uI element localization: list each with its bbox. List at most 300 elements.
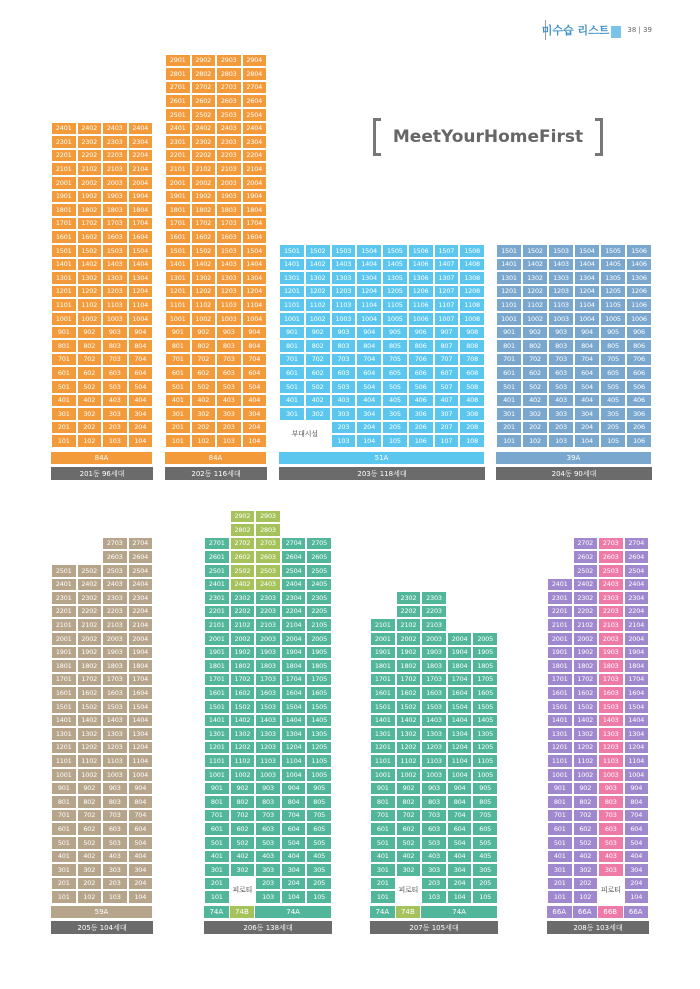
unit-cell: 804: [624, 795, 650, 809]
unit-cell: 1303: [216, 271, 242, 285]
unit-cell: 1704: [447, 673, 473, 687]
unit-cell: 303: [331, 407, 357, 421]
unit-cell: 803: [331, 339, 357, 353]
unit-cell: 503: [548, 380, 574, 394]
unit-cell: 706: [626, 353, 652, 367]
unit-cell: 1801: [547, 659, 573, 673]
unit-cell: 2204: [128, 149, 154, 163]
unit-cell: 403: [598, 850, 624, 864]
page-header: [542, 22, 652, 38]
unit-cell: 701: [51, 809, 77, 823]
unit-cell: 603: [548, 366, 574, 380]
unit-cell: 2401: [547, 578, 573, 592]
unit-cell: 1602: [191, 230, 217, 244]
unit-cell: 2005: [306, 632, 332, 646]
building-label: 201동 96세대: [51, 467, 153, 480]
unit-cell: 2501: [165, 108, 191, 122]
unit-cell: 2302: [230, 591, 256, 605]
unit-cell: 1902: [191, 190, 217, 204]
unit-cell: 404: [242, 394, 268, 408]
unit-cell: 2004: [242, 176, 268, 190]
unit-cell: 701: [279, 353, 305, 367]
unit-cell: 804: [356, 339, 382, 353]
unit-cell: 604: [281, 822, 307, 836]
unit-cell: 601: [51, 822, 77, 836]
unit-cell: 1003: [216, 312, 242, 326]
unit-cell: 2302: [77, 135, 103, 149]
unit-cell: 2902: [230, 510, 256, 524]
unit-cell: 302: [573, 863, 599, 877]
unit-cell: 602: [522, 366, 548, 380]
unit-cell: 1103: [102, 298, 128, 312]
unit-cell: 202: [77, 877, 103, 891]
unit-cell: 401: [51, 394, 77, 408]
unit-cell: 803: [102, 339, 128, 353]
unit-cell: 1304: [624, 727, 650, 741]
unit-cell: 1503: [548, 244, 574, 258]
unit-cell: 1404: [447, 714, 473, 728]
unit-cell: 2502: [77, 564, 103, 578]
unit-cell: 1505: [306, 700, 332, 714]
unit-cell: 403: [102, 850, 128, 864]
unit-cell: 402: [522, 394, 548, 408]
unit-cell: 1904: [242, 190, 268, 204]
unit-cell: 101: [496, 434, 522, 448]
unit-cell: 201: [496, 421, 522, 435]
unit-cell: 2101: [547, 618, 573, 632]
unit-cell: 2001: [547, 632, 573, 646]
unit-cell: 2002: [396, 632, 422, 646]
unit-cell: 2403: [598, 578, 624, 592]
unit-cell: 602: [396, 822, 422, 836]
unit-cell: 701: [51, 353, 77, 367]
unit-cell: 304: [128, 863, 154, 877]
unit-cell: 1903: [421, 646, 447, 660]
unit-cell: 807: [434, 339, 460, 353]
unit-cell: 405: [600, 394, 626, 408]
unit-cell: 1301: [51, 271, 77, 285]
unit-cell: 705: [382, 353, 408, 367]
unit-cell: 2303: [216, 135, 242, 149]
unit-cell: 602: [77, 366, 103, 380]
unit-cell: 1502: [305, 244, 331, 258]
unit-cell: 1304: [128, 727, 154, 741]
unit-cell: 1704: [128, 673, 154, 687]
unit-cell: 902: [522, 326, 548, 340]
unit-cell: 301: [496, 407, 522, 421]
unit-cell: 1407: [434, 258, 460, 272]
unit-cell: 206: [408, 421, 434, 435]
unit-cell: 1504: [128, 700, 154, 714]
unit-cell: 404: [447, 850, 473, 864]
unit-cell: 1503: [216, 244, 242, 258]
unit-cell: 1502: [191, 244, 217, 258]
unit-cell: 405: [472, 850, 498, 864]
unit-cell: 1205: [472, 741, 498, 755]
unit-cell: 403: [255, 850, 281, 864]
unit-cell: 1002: [77, 768, 103, 782]
unit-cell: 1503: [331, 244, 357, 258]
unit-cell: 702: [230, 809, 256, 823]
unit-cell: 505: [472, 836, 498, 850]
unit-cell: 906: [626, 326, 652, 340]
unit-cell: 603: [216, 366, 242, 380]
unit-cell: 901: [547, 782, 573, 796]
unit-cell: 1402: [77, 714, 103, 728]
unit-cell: 1704: [624, 673, 650, 687]
unit-cell: 504: [574, 380, 600, 394]
unit-cell: 1502: [77, 244, 103, 258]
unit-cell: 501: [496, 380, 522, 394]
unit-cell: 1002: [522, 312, 548, 326]
unit-cell: 1205: [306, 741, 332, 755]
unit-cell: 2402: [77, 122, 103, 136]
unit-cell: 1505: [472, 700, 498, 714]
unit-cell: 404: [281, 850, 307, 864]
unit-cell: 304: [574, 407, 600, 421]
unit-cell: 1404: [128, 714, 154, 728]
unit-cell: 1104: [128, 754, 154, 768]
unit-cell: 1204: [356, 285, 382, 299]
unit-cell: 201: [165, 421, 191, 435]
unit-cell: 1104: [356, 298, 382, 312]
unit-cell: 2402: [230, 578, 256, 592]
unit-cell: 1101: [165, 298, 191, 312]
unit-cell: 1601: [51, 230, 77, 244]
unit-cell: 1001: [165, 312, 191, 326]
unit-cell: 1001: [204, 768, 230, 782]
unit-cell: 1204: [281, 741, 307, 755]
unit-cell: 106: [408, 434, 434, 448]
unit-cell: 2902: [191, 54, 217, 68]
unit-cell: 1303: [421, 727, 447, 741]
unit-cell: 1701: [51, 673, 77, 687]
unit-cell: 204: [574, 421, 600, 435]
unit-cell: 2703: [216, 81, 242, 95]
unit-cell: 504: [624, 836, 650, 850]
unit-cell: 204: [128, 421, 154, 435]
unit-cell: 2401: [165, 122, 191, 136]
unit-cell: 1604: [624, 686, 650, 700]
unit-cell: 101: [165, 434, 191, 448]
unit-cell: 1604: [128, 686, 154, 700]
unit-cell: 1901: [165, 190, 191, 204]
unit-cell: 104: [281, 890, 307, 904]
unit-cell: 601: [279, 366, 305, 380]
unit-cell: 608: [459, 366, 485, 380]
unit-cell: 1203: [598, 741, 624, 755]
unit-cell: 2404: [624, 578, 650, 592]
unit-cell: 1401: [547, 714, 573, 728]
unit-cell: 1202: [77, 741, 103, 755]
unit-cell: 1007: [434, 312, 460, 326]
unit-cell: 1405: [382, 258, 408, 272]
unit-cell: 203: [216, 421, 242, 435]
unit-cell: 2403: [102, 578, 128, 592]
unit-cell: 308: [459, 407, 485, 421]
unit-cell: 2102: [77, 162, 103, 176]
unit-cell: 702: [77, 809, 103, 823]
unit-cell: 1203: [102, 741, 128, 755]
unit-cell: 902: [77, 326, 103, 340]
unit-cell: 1301: [204, 727, 230, 741]
unit-cell: 302: [396, 863, 422, 877]
unit-cell: 1307: [434, 271, 460, 285]
unit-cell: 1403: [548, 258, 574, 272]
unit-cell: 1601: [204, 686, 230, 700]
unit-cell: 504: [128, 380, 154, 394]
unit-cell: 808: [459, 339, 485, 353]
unit-cell: 1605: [472, 686, 498, 700]
unit-cell: 2302: [77, 591, 103, 605]
unit-cell: 1005: [306, 768, 332, 782]
unit-cell: 201: [547, 877, 573, 891]
unit-cell: 1401: [204, 714, 230, 728]
unit-cell: 604: [242, 366, 268, 380]
unit-cell: 105: [306, 890, 332, 904]
unit-cell: 1404: [242, 258, 268, 272]
unit-cell: 2303: [102, 135, 128, 149]
unit-cell: 502: [77, 836, 103, 850]
unit-cell: 1801: [51, 659, 77, 673]
unit-cell: 703: [102, 809, 128, 823]
unit-cell: 2104: [624, 618, 650, 632]
unit-cell: 1705: [472, 673, 498, 687]
unit-cell: 2101: [51, 162, 77, 176]
unit-cell: 602: [305, 366, 331, 380]
unit-cell: 1704: [281, 673, 307, 687]
unit-cell: 105: [382, 434, 408, 448]
unit-cell: 502: [191, 380, 217, 394]
unit-cell: 1505: [382, 244, 408, 258]
unit-cell: 1502: [77, 700, 103, 714]
unit-cell: 204: [242, 421, 268, 435]
unit-cell: 401: [204, 850, 230, 864]
unit-cell: 503: [102, 836, 128, 850]
unit-type-band: 74A: [255, 906, 331, 918]
unit-cell: 703: [331, 353, 357, 367]
logo-text: 미수습 리스트: [541, 24, 610, 37]
unit-cell: 205: [306, 877, 332, 891]
unit-cell: 2001: [370, 632, 396, 646]
unit-cell: 2203: [421, 605, 447, 619]
unit-cell: 803: [598, 795, 624, 809]
unit-cell: 404: [356, 394, 382, 408]
unit-cell: 407: [434, 394, 460, 408]
unit-cell: 1108: [459, 298, 485, 312]
unit-cell: 2103: [216, 162, 242, 176]
unit-cell: 1602: [77, 230, 103, 244]
unit-cell: 1306: [408, 271, 434, 285]
unit-cell: 402: [573, 850, 599, 864]
unit-cell: 2003: [421, 632, 447, 646]
unit-cell: 2401: [51, 578, 77, 592]
unit-cell: 2304: [624, 591, 650, 605]
unit-cell: 702: [191, 353, 217, 367]
unit-cell: 1305: [600, 271, 626, 285]
unit-cell: 1404: [356, 258, 382, 272]
unit-cell: 1402: [522, 258, 548, 272]
unit-cell: 903: [421, 782, 447, 796]
unit-cell: 1904: [128, 190, 154, 204]
unit-cell: 401: [496, 394, 522, 408]
unit-cell: 301: [370, 863, 396, 877]
unit-cell: 2401: [204, 578, 230, 592]
unit-cell: 2605: [306, 550, 332, 564]
unit-cell: 2004: [447, 632, 473, 646]
unit-cell: 806: [408, 339, 434, 353]
unit-cell: 2604: [242, 94, 268, 108]
unit-cell: 2503: [216, 108, 242, 122]
unit-cell: 805: [306, 795, 332, 809]
unit-cell: 2802: [230, 523, 256, 537]
unit-cell: 1702: [77, 673, 103, 687]
unit-cell: 103: [102, 890, 128, 904]
unit-cell: 803: [548, 339, 574, 353]
unit-cell: 1101: [547, 754, 573, 768]
unit-cell: 1301: [165, 271, 191, 285]
unit-cell: 203: [102, 877, 128, 891]
unit-cell: 1301: [496, 271, 522, 285]
unit-cell: 1405: [306, 714, 332, 728]
unit-cell: 1004: [242, 312, 268, 326]
unit-cell: 201: [51, 877, 77, 891]
unit-cell: 206: [626, 421, 652, 435]
unit-cell: 704: [242, 353, 268, 367]
unit-cell: 1701: [370, 673, 396, 687]
unit-cell: 1003: [421, 768, 447, 782]
unit-cell: 703: [598, 809, 624, 823]
unit-cell: 1204: [128, 285, 154, 299]
unit-cell: 507: [434, 380, 460, 394]
unit-cell: 2603: [102, 550, 128, 564]
unit-cell: 2301: [547, 591, 573, 605]
unit-cell: 2101: [165, 162, 191, 176]
unit-cell: 1503: [255, 700, 281, 714]
unit-cell: 105: [472, 890, 498, 904]
unit-cell: 501: [51, 380, 77, 394]
unit-cell: 103: [421, 890, 447, 904]
magazine-logo: [542, 22, 622, 38]
unit-cell: 504: [447, 836, 473, 850]
unit-cell: 907: [434, 326, 460, 340]
unit-cell: 301: [204, 863, 230, 877]
unit-cell: 107: [434, 434, 460, 448]
unit-cell: 701: [547, 809, 573, 823]
unit-cell: 2202: [77, 605, 103, 619]
right-bracket: [595, 118, 603, 156]
unit-cell: 303: [548, 407, 574, 421]
unit-cell: 2405: [306, 578, 332, 592]
unit-cell: 1704: [242, 217, 268, 231]
unit-cell: 903: [331, 326, 357, 340]
unit-cell: 2705: [306, 537, 332, 551]
unit-cell: 1002: [230, 768, 256, 782]
unit-cell: 1005: [382, 312, 408, 326]
unit-cell: 403: [421, 850, 447, 864]
unit-cell: 707: [434, 353, 460, 367]
unit-cell: 702: [77, 353, 103, 367]
unit-cell: 2202: [396, 605, 422, 619]
unit-cell: 102: [191, 434, 217, 448]
unit-cell: 1305: [382, 271, 408, 285]
unit-cell: 1101: [51, 298, 77, 312]
unit-cell: 1604: [242, 230, 268, 244]
unit-cell: 2101: [204, 618, 230, 632]
unit-cell: 2001: [204, 632, 230, 646]
unit-cell: 2403: [216, 122, 242, 136]
unit-cell: 1105: [306, 754, 332, 768]
unit-cell: 2205: [306, 605, 332, 619]
unit-cell: 804: [128, 339, 154, 353]
unit-cell: 703: [255, 809, 281, 823]
unit-cell: 1703: [255, 673, 281, 687]
unit-cell: 1104: [242, 298, 268, 312]
unit-cell: 1302: [77, 727, 103, 741]
unit-cell: 302: [191, 407, 217, 421]
unit-cell: 304: [128, 407, 154, 421]
unit-cell: 2103: [102, 618, 128, 632]
unit-cell: 603: [102, 366, 128, 380]
unit-cell: 802: [396, 795, 422, 809]
unit-cell: 2302: [396, 591, 422, 605]
unit-cell: 1803: [216, 203, 242, 217]
page-numbers: 38 | 39: [627, 26, 652, 34]
unit-cell: 801: [547, 795, 573, 809]
unit-cell: 704: [624, 809, 650, 823]
unit-cell: 1401: [165, 258, 191, 272]
unit-cell: 803: [102, 795, 128, 809]
building-label: 202동 116세대: [165, 467, 267, 480]
unit-cell: 502: [396, 836, 422, 850]
unit-cell: 2104: [242, 162, 268, 176]
unit-type-band: 66B: [598, 906, 623, 918]
unit-cell: 1902: [573, 646, 599, 660]
unit-cell: 1301: [547, 727, 573, 741]
unit-cell: 802: [230, 795, 256, 809]
unit-cell: 1905: [306, 646, 332, 660]
unit-cell: 1001: [51, 768, 77, 782]
unit-cell: 2502: [191, 108, 217, 122]
unit-cell: 802: [191, 339, 217, 353]
unit-cell: 2603: [255, 550, 281, 564]
unit-cell: 805: [600, 339, 626, 353]
unit-cell: 1105: [382, 298, 408, 312]
unit-cell: 904: [242, 326, 268, 340]
unit-cell: 604: [128, 822, 154, 836]
unit-cell: 804: [281, 795, 307, 809]
unit-type-band: 74B: [396, 906, 421, 918]
unit-cell: 1202: [77, 285, 103, 299]
unit-cell: 2102: [77, 618, 103, 632]
unit-cell: 1903: [598, 646, 624, 660]
unit-cell: 1003: [331, 312, 357, 326]
unit-cell: 2101: [51, 618, 77, 632]
unit-cell: 307: [434, 407, 460, 421]
unit-cell: 2304: [281, 591, 307, 605]
unit-cell: 2303: [598, 591, 624, 605]
unit-cell: 1008: [459, 312, 485, 326]
unit-cell: 1203: [102, 285, 128, 299]
unit-cell: 401: [279, 394, 305, 408]
unit-cell: 2304: [128, 591, 154, 605]
unit-cell: 403: [216, 394, 242, 408]
unit-cell: 1604: [447, 686, 473, 700]
unit-cell: 2103: [255, 618, 281, 632]
unit-cell: 1501: [547, 700, 573, 714]
unit-cell: 1204: [624, 741, 650, 755]
unit-cell: 1002: [77, 312, 103, 326]
